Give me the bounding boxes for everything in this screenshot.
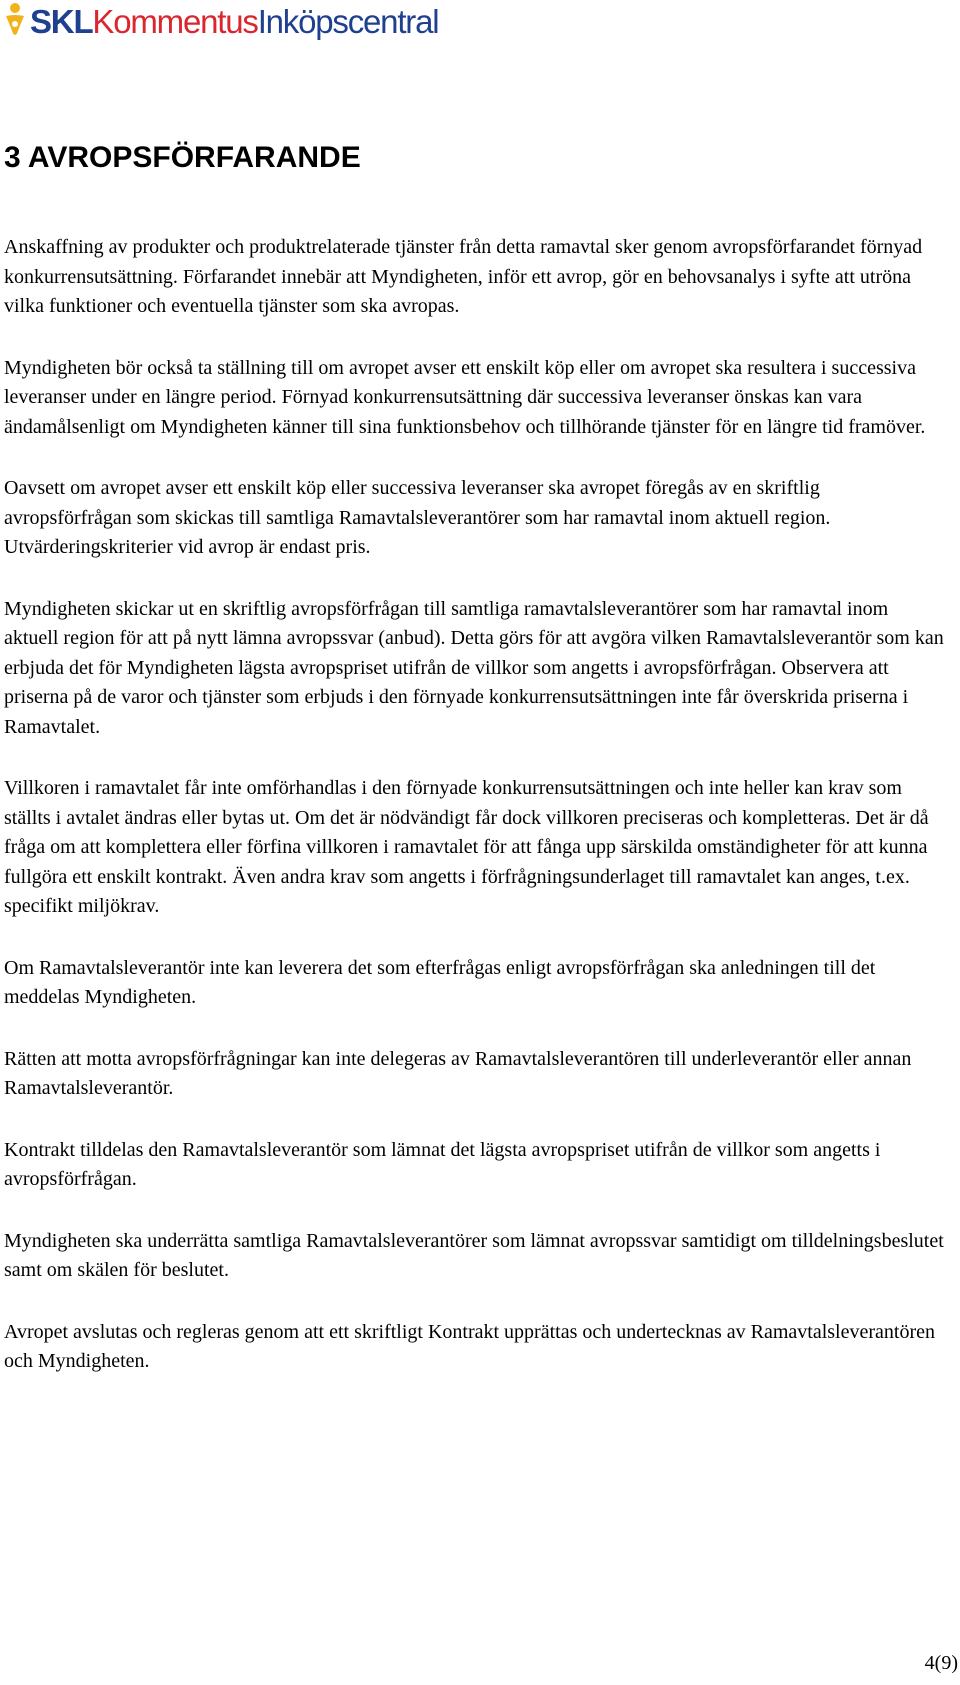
paragraph: Oavsett om avropet avser ett enskilt köp eller successiva leveranser ska avropet föregås av en skriftlig avropsförfrågan som skickas till samtliga Ramavtalsleverantörer som har ramavtal inom aktuell region. Utvärderingskriterier vid avrop är endast pris. xyxy=(4,477,831,558)
logo-text-skl: SKL xyxy=(30,3,93,40)
section-title: 3 AVROPSFÖRFARANDE xyxy=(4,141,361,174)
logo-text-inkopscentral: Inköpscentral xyxy=(257,3,439,40)
paragraph: Rätten att motta avropsförfrågningar kan inte delegeras av Ramavtalsleverantören till underleverantör eller annan Ramavtalsleverantör. xyxy=(4,1047,912,1099)
paragraph: Myndigheten ska underrätta samtliga Ramavtalsleverantörer som lämnat avropssvar samtidigt om tilldelningsbeslutet samt om skälen för beslutet. xyxy=(4,1229,944,1281)
page-number: 4(9) xyxy=(924,1652,958,1674)
paragraph: Myndigheten bör också ta ställning till om avropet avser ett enskilt köp eller om avropet ska resultera i successiva leveranser under en längre period. Förnyad konkurrensutsättning där successiva leveranser önskas kan vara ändamålsenligt om Myndigheten känner till sina funktionsbehov och tillhörande tjänster för en längre tid framöver. xyxy=(4,356,926,438)
company-logo xyxy=(0,0,438,44)
paragraph: Anskaffning av produkter och produktrelaterade tjänster från detta ramavtal sker genom avropsförfarandet förnyad konkurrensutsättning. Förfarandet innebär att Myndigheten, inför ett avrop, gör en behovsanalys i syfte att utröna vilka funktioner och eventuella tjänster som ska avropas. xyxy=(4,236,923,317)
paragraph: Om Ramavtalsleverantör inte kan leverera det som efterfrågas enligt avropsförfrågan ska anledningen till det meddelas Myndigheten. xyxy=(4,956,876,1008)
section-body xyxy=(4,233,944,1409)
paragraph: Villkoren i ramavtalet får inte omförhandlas i den förnyade konkurrensutsättningen och inte heller kan krav som ställts i avtalet ändras eller bytas ut. Om det är nödvändigt får dock villkoren preciseras och kompletteras. Det är då fråga om att komplettera eller förfina villkoren i ramavtalet för att fånga upp särskilda omständigheter för att kunna fullgöra ett enskilt kontrakt. Även andra krav som angetts i förfrågningsunderlaget till ramavtalet kan anges, t.ex. specifikt miljökrav. xyxy=(4,777,929,917)
paragraph: Avropet avslutas och regleras genom att ett skriftligt Kontrakt upprättas och undertecknas av Ramavtalsleverantören och Myndigheten. xyxy=(4,1320,935,1372)
logo-text-kommentus: Kommentus xyxy=(92,3,258,40)
person-bulb-logo-icon xyxy=(2,2,28,42)
logo-wordmark xyxy=(30,2,438,42)
paragraph: Myndigheten skickar ut en skriftlig avropsförfrågan till samtliga ramavtalsleverantörer som har ramavtal inom aktuell region för att på nytt lämna avropssvar (anbud). Detta görs för att avgöra vilken Ramavtalsleverantör som kan erbjuda det för Myndigheten lägsta avropspriset utifrån de villkor som angetts i avropsförfrågan. Observera att priserna på de varor och tjänster som erbjuds i den förnyade konkurrensutsättningen inte får överskrida priserna i Ramavtalet. xyxy=(4,597,944,738)
paragraph: Kontrakt tilldelas den Ramavtalsleverantör som lämnat det lägsta avropspriset utifrån de villkor som angetts i avropsförfrågan. xyxy=(4,1138,881,1190)
